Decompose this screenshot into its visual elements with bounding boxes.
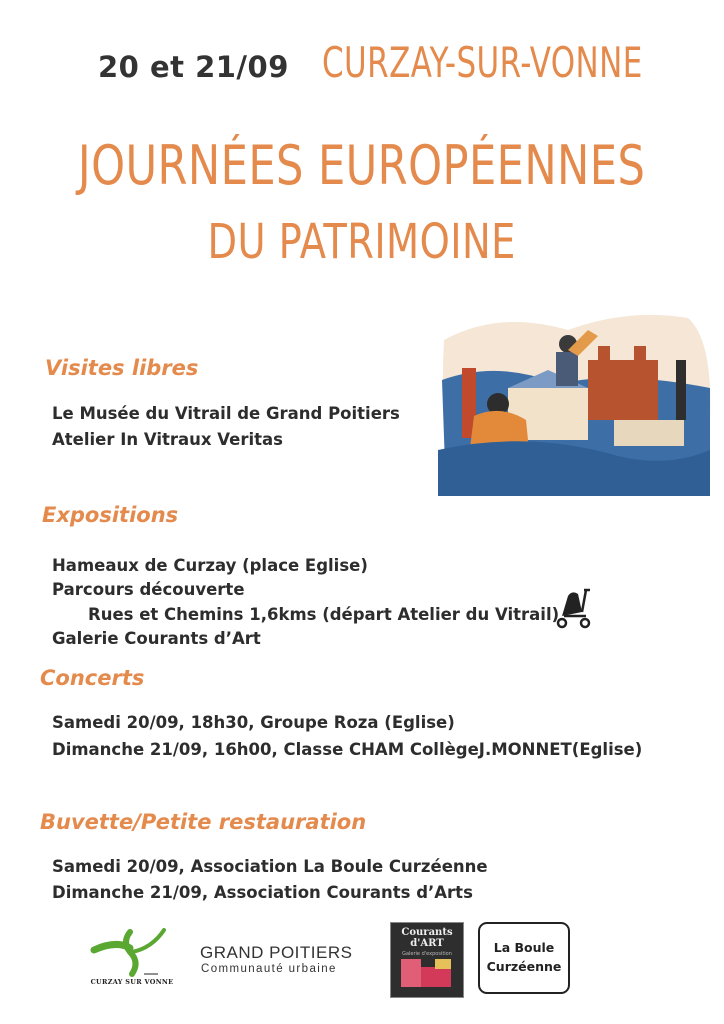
grand-poitiers-title: GRAND POITIERS <box>200 943 353 962</box>
section-heading-visites: Visites libres <box>45 356 199 380</box>
title-line-2 <box>0 214 724 270</box>
heritage-illustration <box>438 300 716 496</box>
boule-line-1: La Boule <box>493 940 555 955</box>
courants-title: Courants <box>401 927 453 938</box>
courants-block-pink <box>401 959 421 987</box>
visites-line-1: Le Musée du Vitrail de Grand Poitiers <box>52 404 400 423</box>
courants-art: d'ART <box>410 938 444 949</box>
buvette-line-1: Samedi 20/09, Association La Boule Curzéenne <box>52 857 488 876</box>
expositions-line-1: Hameaux de Curzay (place Eglise) <box>52 556 368 575</box>
town-name: CURZAY-SUR-VONNE <box>322 38 643 87</box>
boule-line-2: Curzéenne <box>486 959 562 974</box>
title-line-2-text: DU PATRIMOINE <box>207 214 517 270</box>
expositions-line-3: Rues et Chemins 1,6kms (départ Atelier du Vitrail) <box>88 605 560 624</box>
section-heading-expositions: Expositions <box>42 503 179 527</box>
visites-line-2: Atelier In Vitraux Veritas <box>52 430 283 449</box>
title-line-1-text: JOURNÉES EUROPÉENNES <box>78 134 646 197</box>
event-dates: 20 et 21/09 <box>98 50 289 84</box>
courants-art-logo <box>390 922 464 998</box>
expositions-line-4: Galerie Courants d’Art <box>52 629 261 648</box>
grand-poitiers-subtitle: Communauté urbaine <box>201 963 337 975</box>
expositions-line-2: Parcours découverte <box>52 580 245 599</box>
concerts-line-1: Samedi 20/09, 18h30, Groupe Roza (Eglise) <box>52 713 455 732</box>
courants-subtitle: Galerie d'exposition <box>402 951 452 957</box>
buvette-line-2: Dimanche 21/09, Association Courants d’Arts <box>52 883 473 902</box>
boule-logo <box>478 922 570 994</box>
courants-block-red <box>421 967 451 987</box>
section-heading-buvette: Buvette/Petite restauration <box>40 810 367 834</box>
concerts-line-2: Dimanche 21/09, 16h00, Classe CHAM CollègeJ.MONNET(Eglise) <box>52 740 643 759</box>
section-heading-concerts: Concerts <box>40 666 145 690</box>
stroller-icon <box>552 586 594 630</box>
curzay-logo <box>86 922 178 992</box>
curzay-logo-text: CURZAY SUR VONNE <box>90 978 174 986</box>
curzay-logo-mark <box>86 922 178 978</box>
title-line-1 <box>0 134 724 197</box>
courants-block-yellow <box>435 959 451 969</box>
